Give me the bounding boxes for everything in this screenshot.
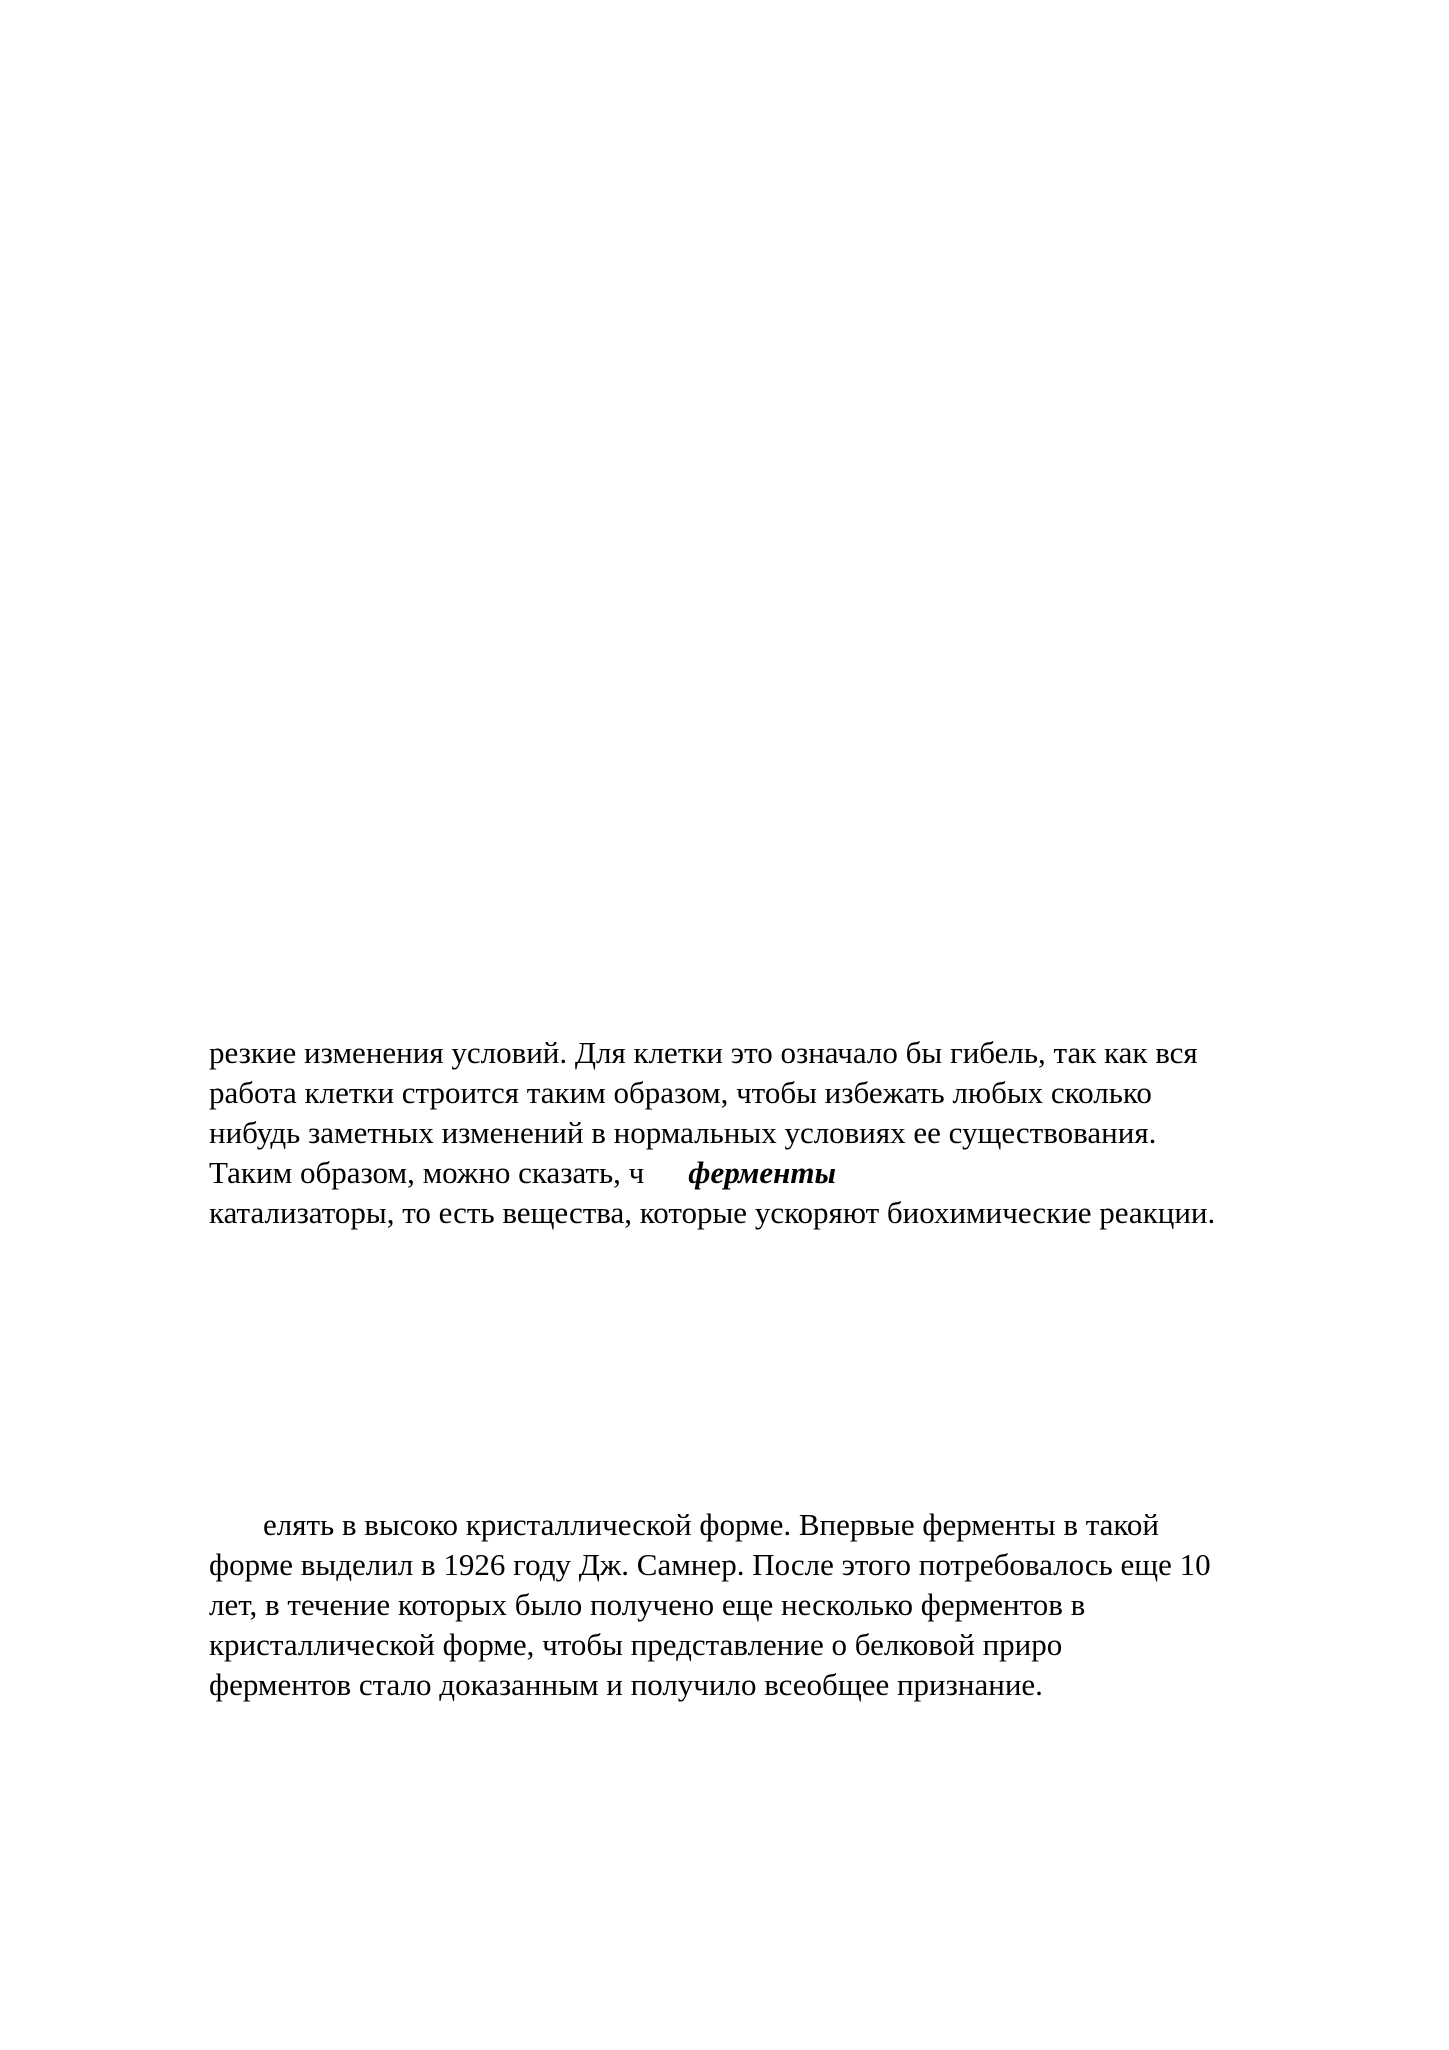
- text-line: лет, в течение которых было получено еще несколько ферментов в: [209, 1587, 1086, 1622]
- text-line: ферментов стало доказанным и получило всеобщее признание.: [209, 1667, 1043, 1702]
- text-line: елять в высоко кристаллической форме. Впервые ферменты в такой: [263, 1507, 1159, 1542]
- text-line: резкие изменения условий. Для клетки это означало бы гибель, так как вся: [209, 1035, 1198, 1070]
- text-line: катализаторы, то есть вещества, которые ускоряют биохимические реакции.: [209, 1195, 1216, 1230]
- text-line-with-term: [209, 1153, 1349, 1193]
- paragraph-1: [209, 1033, 1349, 1233]
- text-line: форме выделил в 1926 году Дж. Самнер. После этого потребовалось еще 10: [209, 1547, 1211, 1582]
- text-line: работа клетки строится таким образом, чтобы избежать любых сколько: [209, 1075, 1152, 1110]
- text-line: нибудь заметных изменений в нормальных условиях ее существования.: [209, 1115, 1157, 1150]
- text-fragment: Таким образом, можно сказать, ч: [209, 1155, 645, 1190]
- term-fermenty: ферменты: [688, 1155, 836, 1190]
- text-line: кристаллической форме, чтобы представление о белковой приро: [209, 1627, 1063, 1662]
- paragraph-2: [209, 1505, 1349, 1705]
